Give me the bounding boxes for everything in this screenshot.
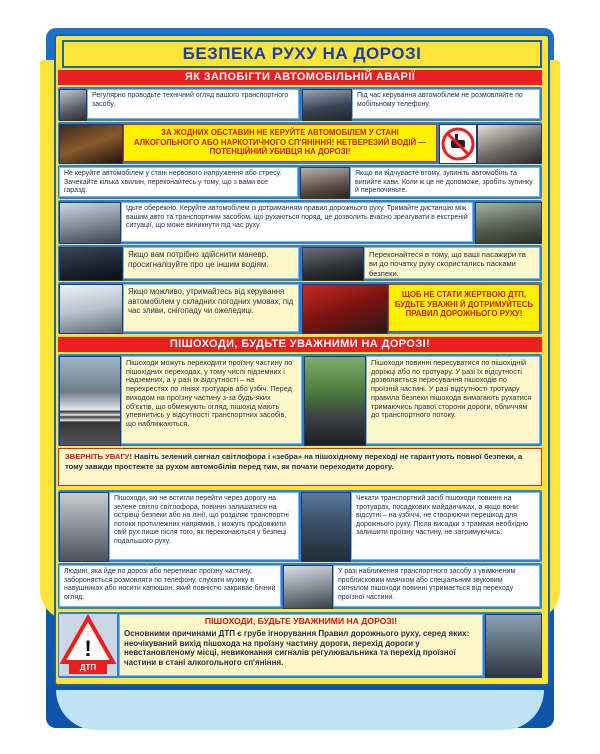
victim-warning: ЩОБ НЕ СТАТИ ЖЕРТВОЮ ДТП, БУДЬТЕ УВАЖНІ Й ДОТРИМУЙТЕСЬ ПРАВИЛ ДОРОЖНЬОГО РУХУ! — [388, 284, 540, 332]
tip-no-phone: Під час керування автомобілем не розмовляйте по мобільному телефону. — [352, 89, 540, 119]
phone-headphones-rules: Людині, яка йде по дорозі або перетинає проїзну частину, забороняється розмовляти по телефону, слухати музику в навушниках або носити капюшон, який повністю закриває бічний огляд. — [59, 565, 281, 607]
attention-text: Навіть зелений сигнал світлофора і «зебра» на пішохідному переході не гарантують повної безпеки, а тому завжди простежте за рухом автомобілів перед тим, як почати переходити дорогу. — [65, 452, 523, 471]
tip-seatbelts: Переконайтеся в тому, що ваші пасажири та ви до початку руху скористались пасками безпеки. — [364, 247, 540, 279]
photo-seatbelt — [302, 247, 364, 281]
dtp-sign-label: ДТП — [79, 663, 97, 672]
photo-pedestrian-road — [304, 356, 366, 446]
photo-tired-driver — [300, 167, 350, 199]
tip-stress: Не керуйте автомобілем у стані нервового напруження або стресу. Зачекайте кілька хвилин, переконайтесь у тому, що з вами все гаразд. — [59, 167, 298, 197]
pedestrian-sidewalk-rules: Пішоходи повинні пересуватися по пішохідній доріжці або по тротуару. У разі їх відсутності дозволяється пересування пішоходів по проїзній частині. У разі відсутності тротуару правила безпеки пішохода вимагають рухатися тримаючись правої сторони дороги, обличчям до транспортного потоку. — [366, 356, 540, 444]
photo-zebra-crossing — [59, 356, 121, 446]
photo-tram-stop — [301, 492, 351, 562]
photo-ambulance — [283, 565, 333, 609]
safety-island-rules: Пішоходи, які не встигли перейти через дорогу на зелене світло світлофора, повинні залишатися на острівці безпеки або на лінії, що розділяє транспортні потоки протилежних напрямків, і можуть продовжити свій рух лише після того, як переконаються у безпеці подальшого руху. — [109, 492, 299, 560]
section2-heading: ПІШОХОДИ, БУДЬТЕ УВАЖНИМИ НА ДОРОЗІ! — [58, 337, 542, 352]
tip-drive-carefully: Ідьте обережно. Керуйте автомобілем із дотриманням правил дорожнього руху. Тримайте дистанцію між вашим авто та транспортним засобом, що рухаються поряд, це дозволить вчасно зреагувати в екстреній ситуації, що може виникнути під час руху. — [121, 202, 473, 242]
photo-drunk-driver — [59, 124, 123, 164]
no-alcohol-icon — [440, 125, 476, 163]
photo-highway-traffic — [59, 202, 121, 244]
tip-bad-weather: Якщо можливо, утримайтесь від керування автомобілем у складних погодних умовах, під час зливи, снігопаду чи ожеледиці. — [123, 284, 299, 332]
photo-night-maneuver — [59, 247, 123, 281]
attention-notice — [58, 448, 542, 486]
tram-stop-rules: Чекати транспортний засіб пішоходи повинні на тротуарах, посадкових майданчиках, а якщо вони відсутні – на узбіччі, не створюючи перешкод для дорожнього руху. Після висадки з трамвая необхідно залишити проїзну частину, не затримуючись. — [351, 492, 540, 560]
photo-wrecked-car — [302, 284, 388, 334]
tip-inspection: Регулярно проводьте технічний огляд вашого транспортного засобу. — [87, 89, 299, 119]
pedestrian-crossing-rules: Пішоходи можуть переходити проїзну частину по пішохідних переходах, у тому числі підземних і надземних, а у разі їх відсутності – на перехрестях по лініях тротуарів або узбіч. Перед виходом на проїзну частину з-за будь-яких об'єктів, що обмежують огляд, пішохід мають упевнитись у відсутності транспортних засобів, що наближаються. — [121, 356, 302, 444]
attention-label: ЗВЕРНІТЬ УВАГУ! — [65, 452, 133, 461]
photo-safety-island — [59, 492, 109, 562]
drunk-warning: ЗА ЖОДНИХ ОБСТАВИН НЕ КЕРУЙТЕ АВТОМОБІЛЕМ У СТАНІ АЛКОГОЛЬНОГО АБО НАРКОТИЧНОГО СП'ЯНІННЯ! НЕТВЕРЕЗИЙ ВОДІЙ — ПОТЕНЦІЙНИЙ УБИВЦЯ НА ДОРОЗІ! — [123, 124, 437, 162]
poster-stand — [56, 690, 544, 730]
photo-collision — [475, 202, 542, 244]
poster-title: БЕЗПЕКА РУХУ НА ДОРОЗІ — [62, 40, 542, 68]
photo-crashed-car — [477, 124, 542, 164]
bottom-heading: ПІШОХОДИ, БУДЬТЕ УВАЖНИМИ НА ДОРОЗІ! — [204, 616, 398, 626]
no-alcohol-sign — [439, 124, 477, 164]
tip-signal-maneuver: Якщо вам потрібно здійснити маневр, просигналізуйте про це іншим водіям. — [123, 247, 299, 279]
emergency-vehicle-rules: У разі наближення транспортного засобу з увімкненим проблисковим маячком або спеціальним звуковим сигналом пішоходи повинні утримається від переходу проїзної частини. — [333, 565, 540, 607]
tip-fatigue: Якщо ви відчуваєте втому, зупиніть автомобіль та випийте кави. Коли ж це не допоможе, зробіть зупинку й перепочиньте. — [350, 167, 540, 197]
accident-causes — [119, 614, 483, 676]
photo-car-inspection — [59, 89, 87, 121]
photo-winter-road — [59, 284, 123, 334]
accident-sign — [59, 614, 117, 676]
accident-causes-text: Основними причинами ДТП є грубе ігнорування Правил дорожнього руху, серед яких: неочікуваний вихід пішохода на проїзну частину дороги, перехід дороги у невстановленому місці, невиконання сигналів регулювальника та перехід проїзної частини в стані алкогольного сп'яніння. — [124, 628, 470, 668]
photo-driver-phone — [302, 89, 352, 121]
svg-text:!: ! — [84, 636, 92, 661]
section1-heading: ЯК ЗАПОБІГТИ АВТОМОБІЛЬНІЙ АВАРІЇ — [58, 70, 542, 85]
photo-pedestrian-hit — [485, 614, 542, 678]
